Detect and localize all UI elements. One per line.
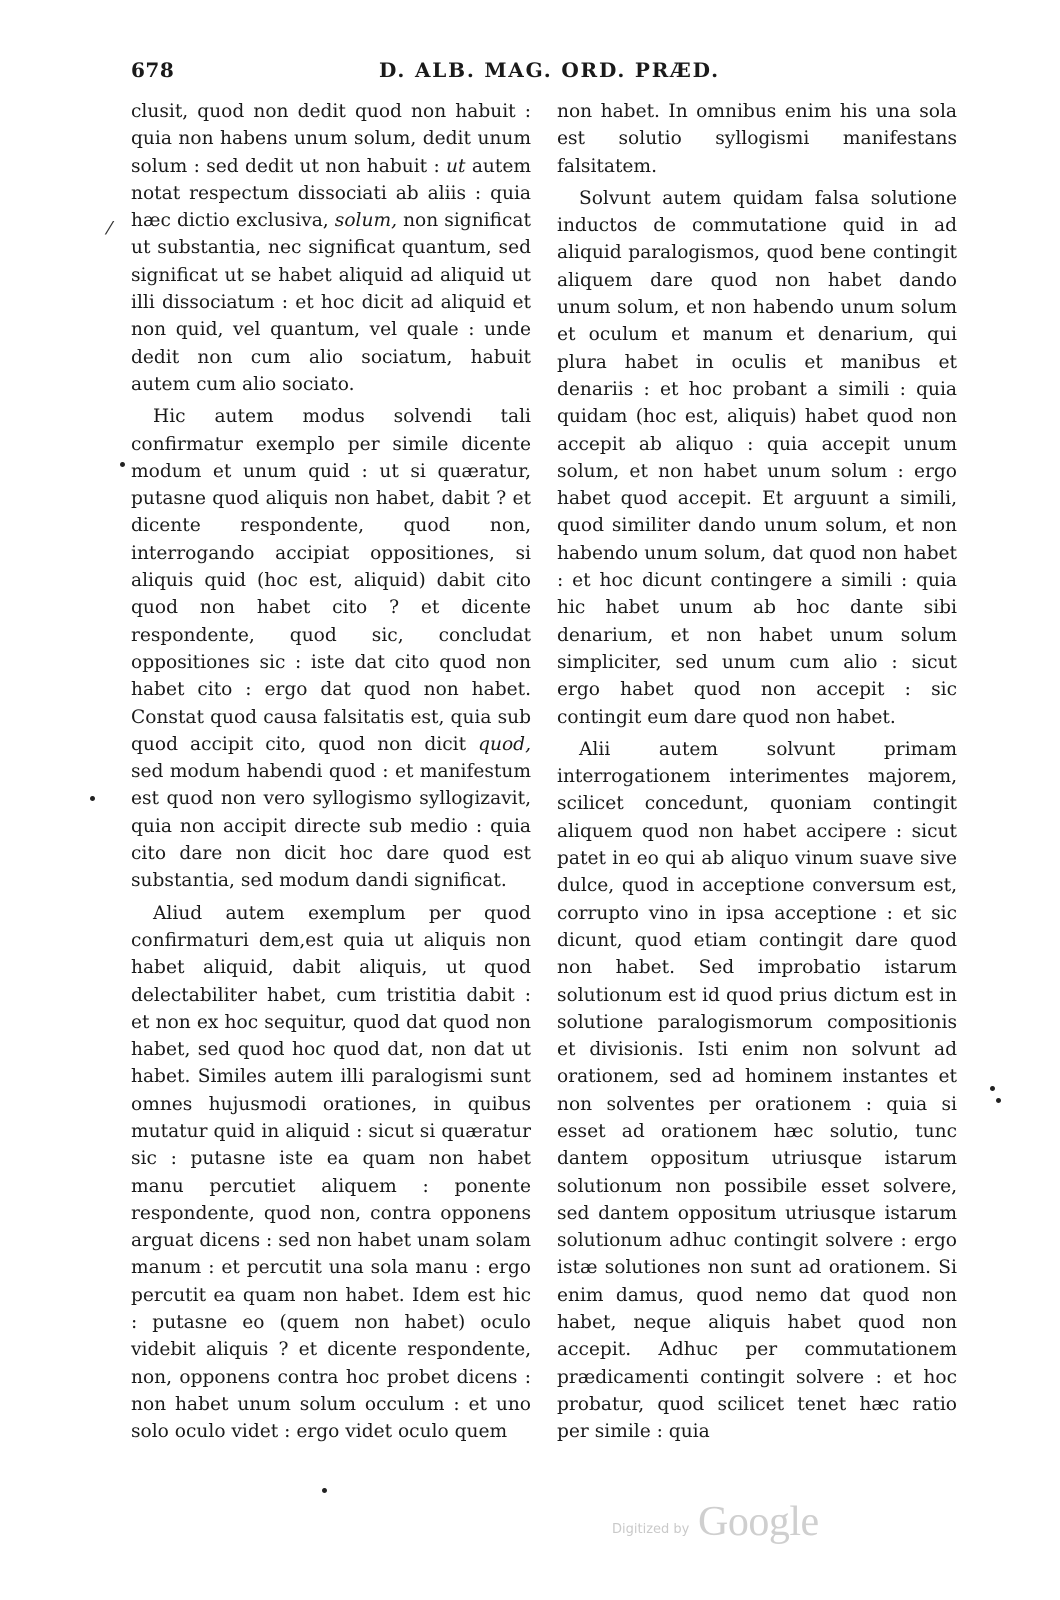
- margin-dot: [322, 1488, 327, 1493]
- running-title: D. ALB. MAG. ORD. PRÆD.: [379, 58, 720, 82]
- text-run: sed modum habendi quod : et manifestum est quod non vero syllogismo syllogizavit, quia non accipit directe sub medio : quia cito dare non dicit hoc dare quod est substantia, sed modum dandi significat.: [131, 761, 531, 892]
- right-paragraph-3: Alii autem solvunt primam interrogationem interimentes majorem, scilicet concedunt, quoniam contingit aliquem quod non habet accipere : sicut patet in eo qui ab aliquo vinum suave sive dulce, quod in acceptione conversum est, corrupto vino in ipsa acceptione : et sic dicunt, quod etiam contingit dare quod non habet. Sed improbatio istarum solutionum est id quod prius dictum est in solutione paralogismorum compositionis et divisionis. Isti enim non solvunt ad orationem, sed ad hominem instantes et non solventes per orationem : quia si esset ad orationem hæc solutio, tunc dantem oppositum utriusque istarum solutionum non possibile esset solvere, sed dantem oppositum utriusque istarum solutionum adhuc contingit solvere : ergo istæ solutiones non sunt ad orationem. Si enim damus, quod nemo dat quod non habet, neque aliquis habet quod non accepit. Adhuc per commutationem prædicamenti contingit solvere : et hoc probatur, quod scilicet tenet hæc ratio per simile : quia: [557, 738, 957, 1443]
- google-logo: Google: [698, 1499, 819, 1545]
- left-paragraph-2: [131, 403, 531, 894]
- right-paragraph-1: non habet. In omnibus enim his una sola est solutio syllogismi manifestans falsitatem.: [557, 101, 957, 177]
- italic-term: ut: [446, 155, 466, 177]
- left-column: [131, 98, 531, 1451]
- margin-dot: [90, 796, 95, 801]
- right-column: [557, 98, 957, 1451]
- italic-term: solum,: [334, 210, 397, 232]
- right-paragraph-2: Solvunt autem quidam falsa solutione inductos de commutatione quid in ad aliquid paralogismos, quod bene contingit aliquem dare quod non habet dando unum solum, et non habendo unum solum et oculum et manum et denarium, qui plura habet in oculis et manibus et denariis : et hoc probant a simili : quia quidam (hoc est, aliquis) habet quod non accepit ab aliquo : quia accepit unum solum, et non habet unum solum : ergo habet quod accepit. Et arguunt a simili, quod similiter dando unum solum, et non habendo unum solum, dat quod non habet : et hoc dicunt contingere a simili : quia hic habet unum ab hoc dante sibi denarium, et non habet unum solum simpliciter, sed unum cum alio : sicut ergo habet quod non accepit : sic contingit eum dare quod non habet.: [557, 187, 957, 728]
- margin-dot: [120, 462, 125, 467]
- digitized-watermark: [612, 1500, 852, 1550]
- left-paragraph-3: Aliud autem exemplum per quod confirmaturi dem,est quia ut aliquis non habet aliquid, dabit aliquis, ut quod delectabiliter habet, cum tristitia dabit : et non ex hoc sequitur, quod dat quod non habet, sed quod hoc quod dat, non dat ut habet. Similes autem illi paralogismi sunt omnes hujusmodi orationes, in quibus mutatur quid in aliquid : sicut si quæratur sic : putasne iste ea quam non habet manu percutiet aliquem : ponente respondente, quod non, contra opponens arguat dicens : sed non habet unam solam manum : et percutit una sola manu : ergo percutit ea quam non habet. Idem est hic : putasne eo (quem non habet) oculo videbit aliquis ? et dicente respondente, non, opponens contra hoc probet dicens : non habet unum solum occulum : et uno solo oculo videt : ergo videt oculo quem: [131, 902, 531, 1443]
- left-paragraph-1: [131, 98, 531, 398]
- text-run: non significat ut substantia, nec significat quantum, sed significat ut se habet aliquid ad aliquid ut illi dissociatum : et hoc dicit ad aliquid et non quid, vel quantum, vel quale : unde dedit non cum alio sociatum, habuit autem cum alio sociato.: [131, 210, 531, 395]
- italic-term: quod,: [478, 733, 531, 755]
- margin-dot: [996, 1098, 1001, 1103]
- margin-tick-mark: ⁄: [108, 218, 112, 239]
- text-run: autem notat respectum dissociati ab aliis : quia hæc dictio exclusiva,: [131, 155, 531, 232]
- text-run: Hic autem modus solvendi tali confirmatur exemplo per simile dicente modum et unum quid : ut si quæratur, putasne quod aliquis non habet, dabit ? et dicente respondente, quod non, interrogando accipiat oppositiones, si aliquis quid (hoc est, aliquid) dabit cito quod non habet cito ? et dicente respondente, quod sic, concludat oppositiones sic : iste dat cito quod non habet cito : ergo dat quod non habet. Constat quod causa falsitatis est, quia sub quod accipit cito, quod non dicit: [131, 406, 531, 755]
- digitized-by-text: Digitized by: [612, 1522, 690, 1537]
- margin-dot: [990, 1086, 995, 1091]
- page-number: 678: [131, 58, 175, 82]
- page-header: [131, 58, 957, 88]
- text-run: clusit, quod non dedit quod non habuit : quia non habens unum solum, dedit unum solum : sed dedit ut non habuit :: [131, 101, 531, 177]
